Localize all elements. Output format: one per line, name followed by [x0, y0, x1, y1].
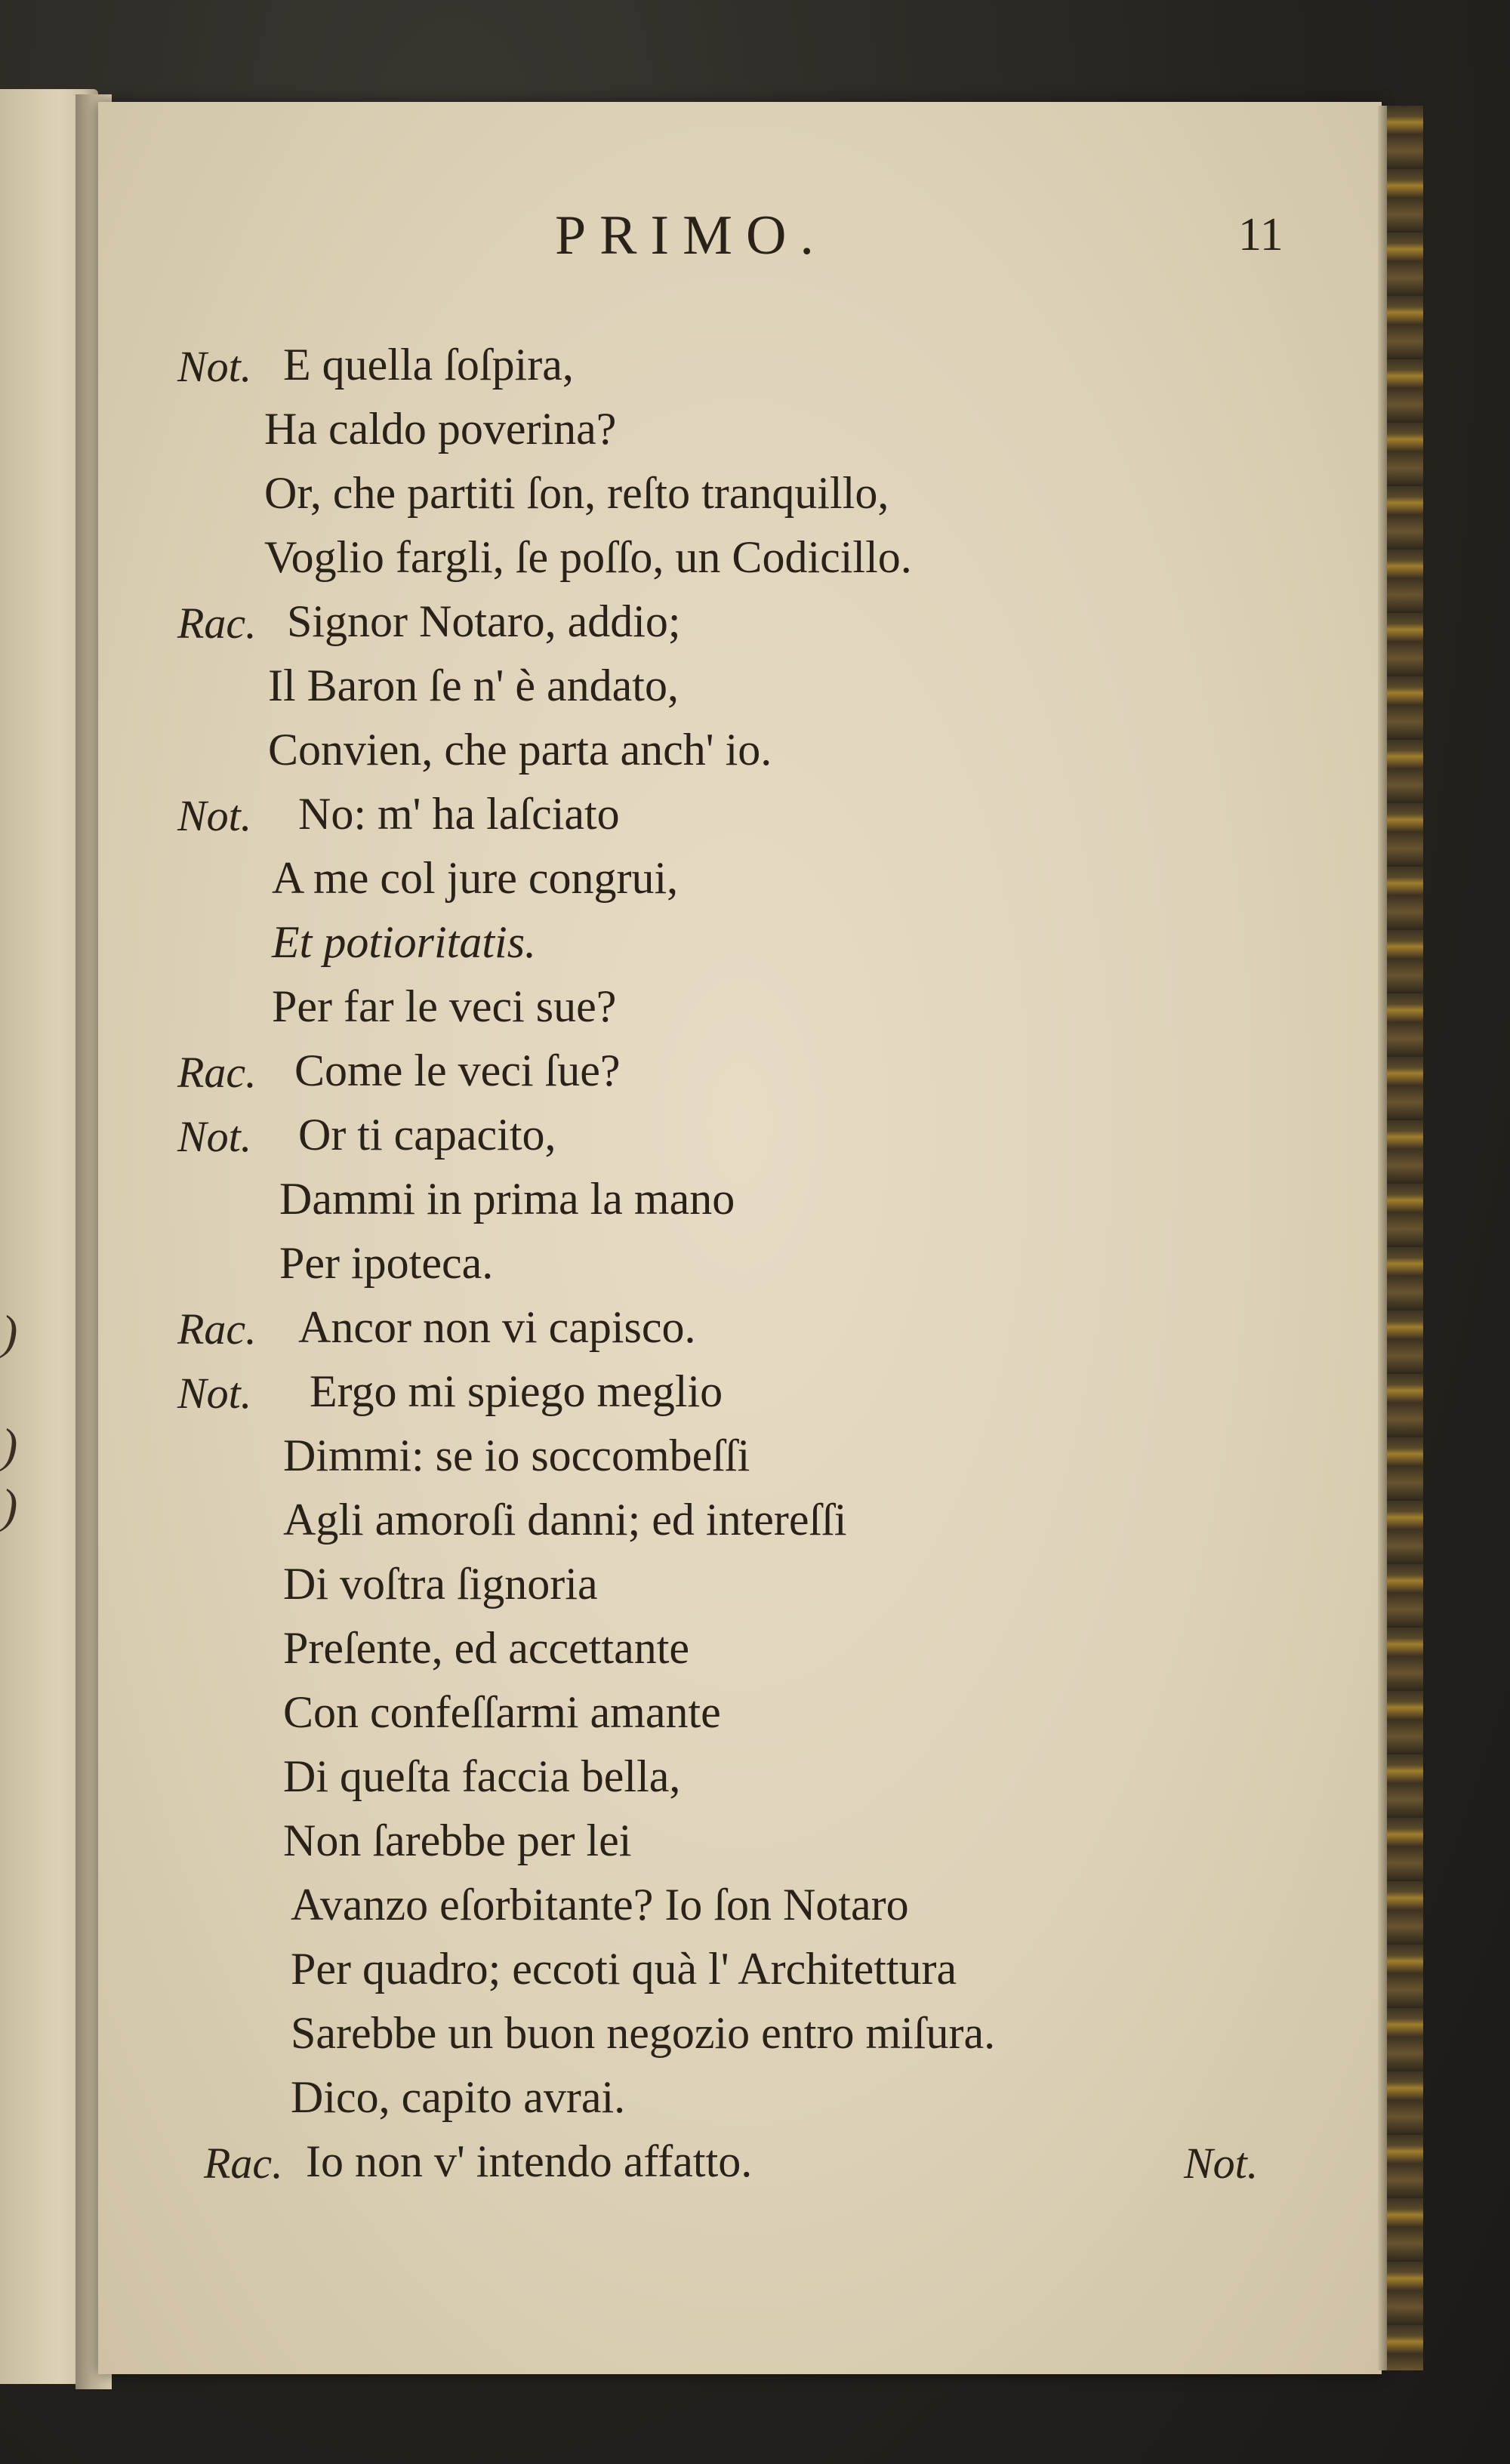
left-page-mark: ) — [2, 1418, 18, 1472]
verse-line: Ancor non vi capisco. — [298, 1302, 696, 1352]
speaker-label: Rac. — [204, 2139, 283, 2188]
verse-line: Non ſarebbe per lei — [283, 1816, 632, 1865]
verse-line: Io non v' intendo affatto. — [306, 2136, 753, 2186]
verse-line: Per ipoteca. — [279, 1238, 494, 1288]
speaker-label: Not. — [177, 342, 252, 391]
left-page-mark: ) — [2, 1305, 18, 1359]
verse-line: Or, che partiti ſon, reſto tranquillo, — [264, 468, 889, 518]
verse-line: No: m' ha laſciato — [298, 789, 620, 839]
verse-line: Come le veci ſue? — [294, 1046, 621, 1095]
verse-line: Con confeſſarmi amante — [283, 1687, 721, 1737]
running-head: PRIMO. — [555, 205, 827, 266]
page-number: 11 — [1238, 209, 1284, 260]
verse-line: Avanzo eſorbitante? Io ſon Notaro — [291, 1880, 909, 1930]
verse-line: Ha caldo poverina? — [264, 404, 617, 454]
speaker-label: Rac. — [177, 1048, 257, 1097]
speaker-label: Rac. — [177, 1304, 257, 1354]
verse-line: Convien, che parta anch' io. — [268, 725, 772, 775]
left-page-mark: ) — [2, 1479, 18, 1532]
verse-line: Per far le veci sue? — [272, 981, 617, 1031]
verse-line: Voglio fargli, ſe poſſo, un Codicillo. — [264, 532, 912, 582]
catchword: Not. — [1184, 2139, 1259, 2188]
speaker-label: Not. — [177, 1369, 252, 1418]
verse-line: Or ti capacito, — [298, 1110, 556, 1160]
verse-line: Dimmi: se io soccombeſſi — [283, 1431, 750, 1480]
verse-line: Di queſta faccia bella, — [283, 1751, 681, 1801]
verse-line: Sarebbe un buon negozio entro miſura. — [291, 2008, 996, 2058]
verse-line: Di voſtra ſignoria — [283, 1559, 598, 1609]
speaker-label: Rac. — [177, 599, 257, 648]
verse-line: Et potioritatis. — [272, 917, 537, 967]
speaker-label: Not. — [177, 1112, 252, 1161]
verse-line: Agli amoroſi danni; ed intereſſi — [283, 1495, 847, 1545]
verse-line: E quella ſoſpira, — [283, 340, 574, 390]
speaker-label: Not. — [177, 791, 252, 840]
verse-line: Ergo mi spiego meglio — [310, 1366, 723, 1416]
verse-line: Dico, capito avrai. — [291, 2072, 626, 2122]
verse-line: A me col jure congrui, — [272, 853, 679, 903]
verse-line: Preſente, ed accettante — [283, 1623, 690, 1673]
verse-line: Signor Notaro, addio; — [287, 596, 681, 646]
verse-line: Per quadro; eccoti quà l' Architettura — [291, 1944, 957, 1994]
verse-line: Dammi in prima la mano — [279, 1174, 735, 1224]
verse-line: Il Baron ſe n' è andato, — [268, 661, 679, 710]
